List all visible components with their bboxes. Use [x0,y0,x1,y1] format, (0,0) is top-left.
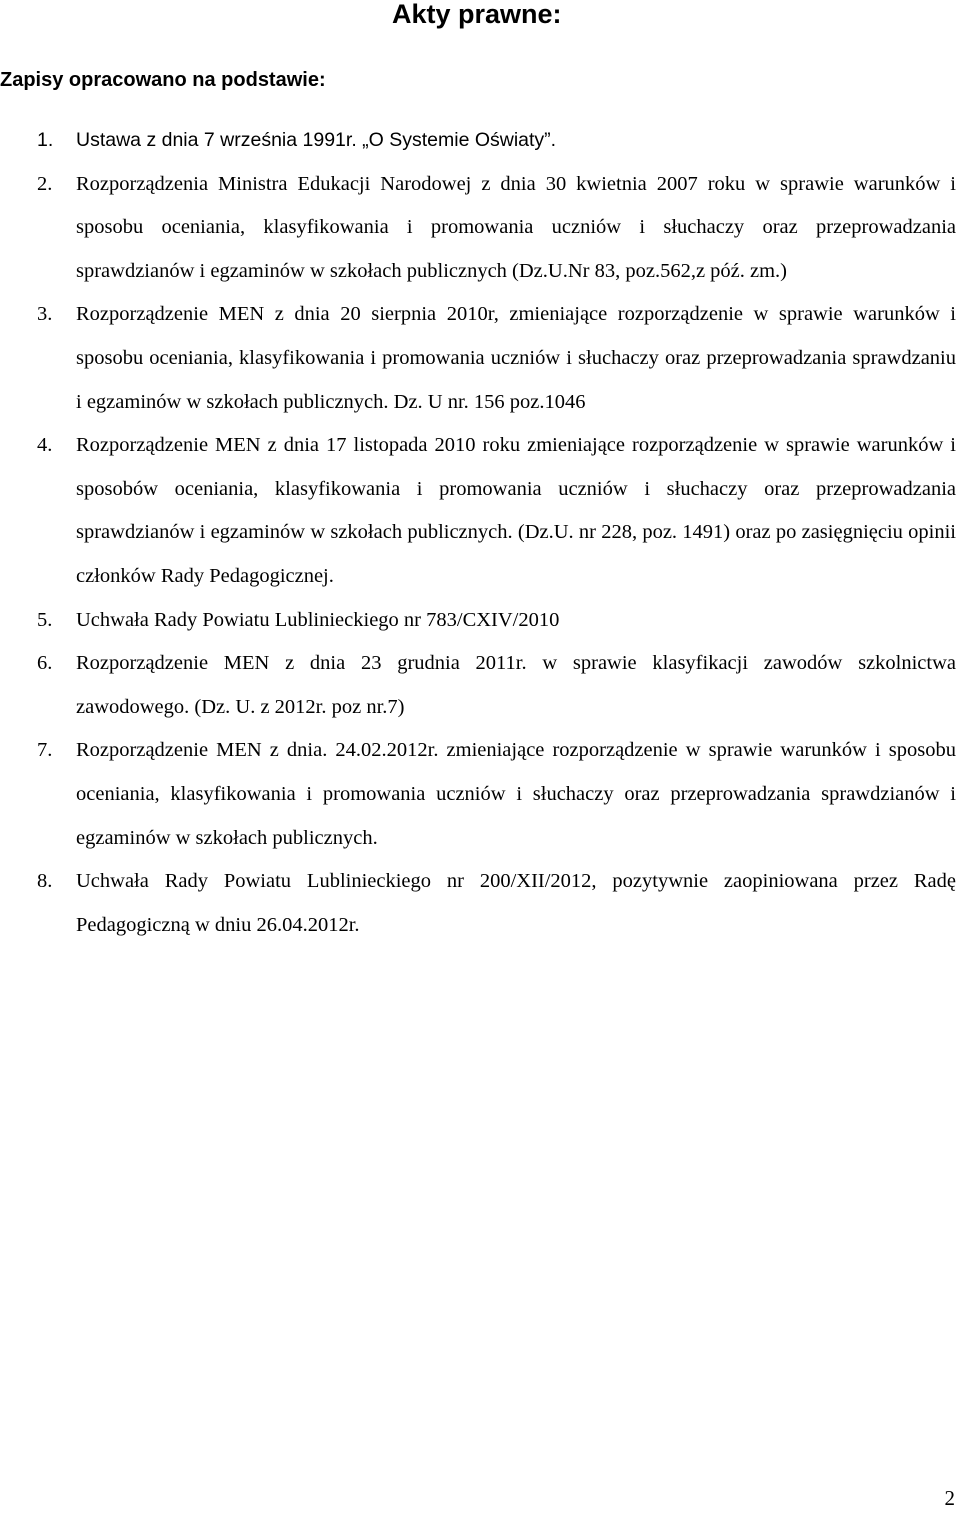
list-item-number: 6. [37,652,53,675]
list-item [0,424,956,598]
list-item [0,293,956,424]
list-item [0,860,956,947]
list-item-number: 4. [37,434,53,457]
list-item-number: 3. [37,303,53,326]
list-item-text: Rozporządzenia Ministra Edukacji Narodowej z dnia 30 kwietnia 2007 roku w sprawie warunków i sposobu oceniania, klasyfikowania i promowania uczniów i słuchaczy oraz przeprowadzania sprawdzianów i egzaminów w szkołach publicznych (Dz.U.Nr 83, poz.562,z póź. zm.) [76,172,956,282]
page-number: 2 [944,1486,955,1510]
list-item-text: Rozporządzenie MEN z dnia 20 sierpnia 2010r, zmieniające rozporządzenie w sprawie warunków i sposobu oceniania, klasyfikowania i promowania uczniów i słuchaczy oraz przeprowadzania sprawdzaniu i egzaminów w szkołach publicznych. Dz. U nr. 156 poz.1046 [76,303,956,413]
list-item [0,599,956,643]
list-item-number: 8. [37,870,53,893]
list-item-number: 2. [37,172,53,195]
list-item-text: Ustawa z dnia 7 września 1991r. „O Systemie Oświaty”. [76,129,557,151]
list-item [0,729,956,860]
section-subtitle: Zapisy opracowano na podstawie: [0,69,326,91]
list-item-text: Uchwała Rady Powiatu Lublinieckiego nr 783/CXIV/2010 [76,608,560,631]
list-item-number: 7. [37,739,53,762]
legal-acts-list [0,119,956,947]
list-item-number: 5. [37,608,53,631]
list-item [0,119,956,163]
list-item [0,642,956,729]
list-item [0,163,956,294]
list-item-text: Rozporządzenie MEN z dnia 17 listopada 2010 roku zmieniające rozporządzenie w sprawie warunków i sposobów oceniania, klasyfikowania i promowania uczniów i słuchaczy oraz przeprowadzania sprawdzianów i egzaminów w szkołach publicznych. (Dz.U. nr 228, poz. 1491) oraz po zasięgnięciu opinii członków Rady Pedagogicznej. [76,434,956,587]
list-item-number: 1. [37,129,54,151]
list-item-text: Rozporządzenie MEN z dnia. 24.02.2012r. zmieniające rozporządzenie w sprawie warunków i sposobu oceniania, klasyfikowania i promowania uczniów i słuchaczy oraz przeprowadzania sprawdzianów i egzaminów w szkołach publicznych. [76,739,956,849]
page-title: Akty prawne: [392,0,562,29]
list-item-text: Rozporządzenie MEN z dnia 23 grudnia 2011r. w sprawie klasyfikacji zawodów szkolnictwa zawodowego. (Dz. U. z 2012r. poz nr.7) [76,652,956,718]
list-item-text: Uchwała Rady Powiatu Lublinieckiego nr 200/XII/2012, pozytywnie zaopiniowana przez Radę Pedagogiczną w dniu 26.04.2012r. [76,870,956,936]
